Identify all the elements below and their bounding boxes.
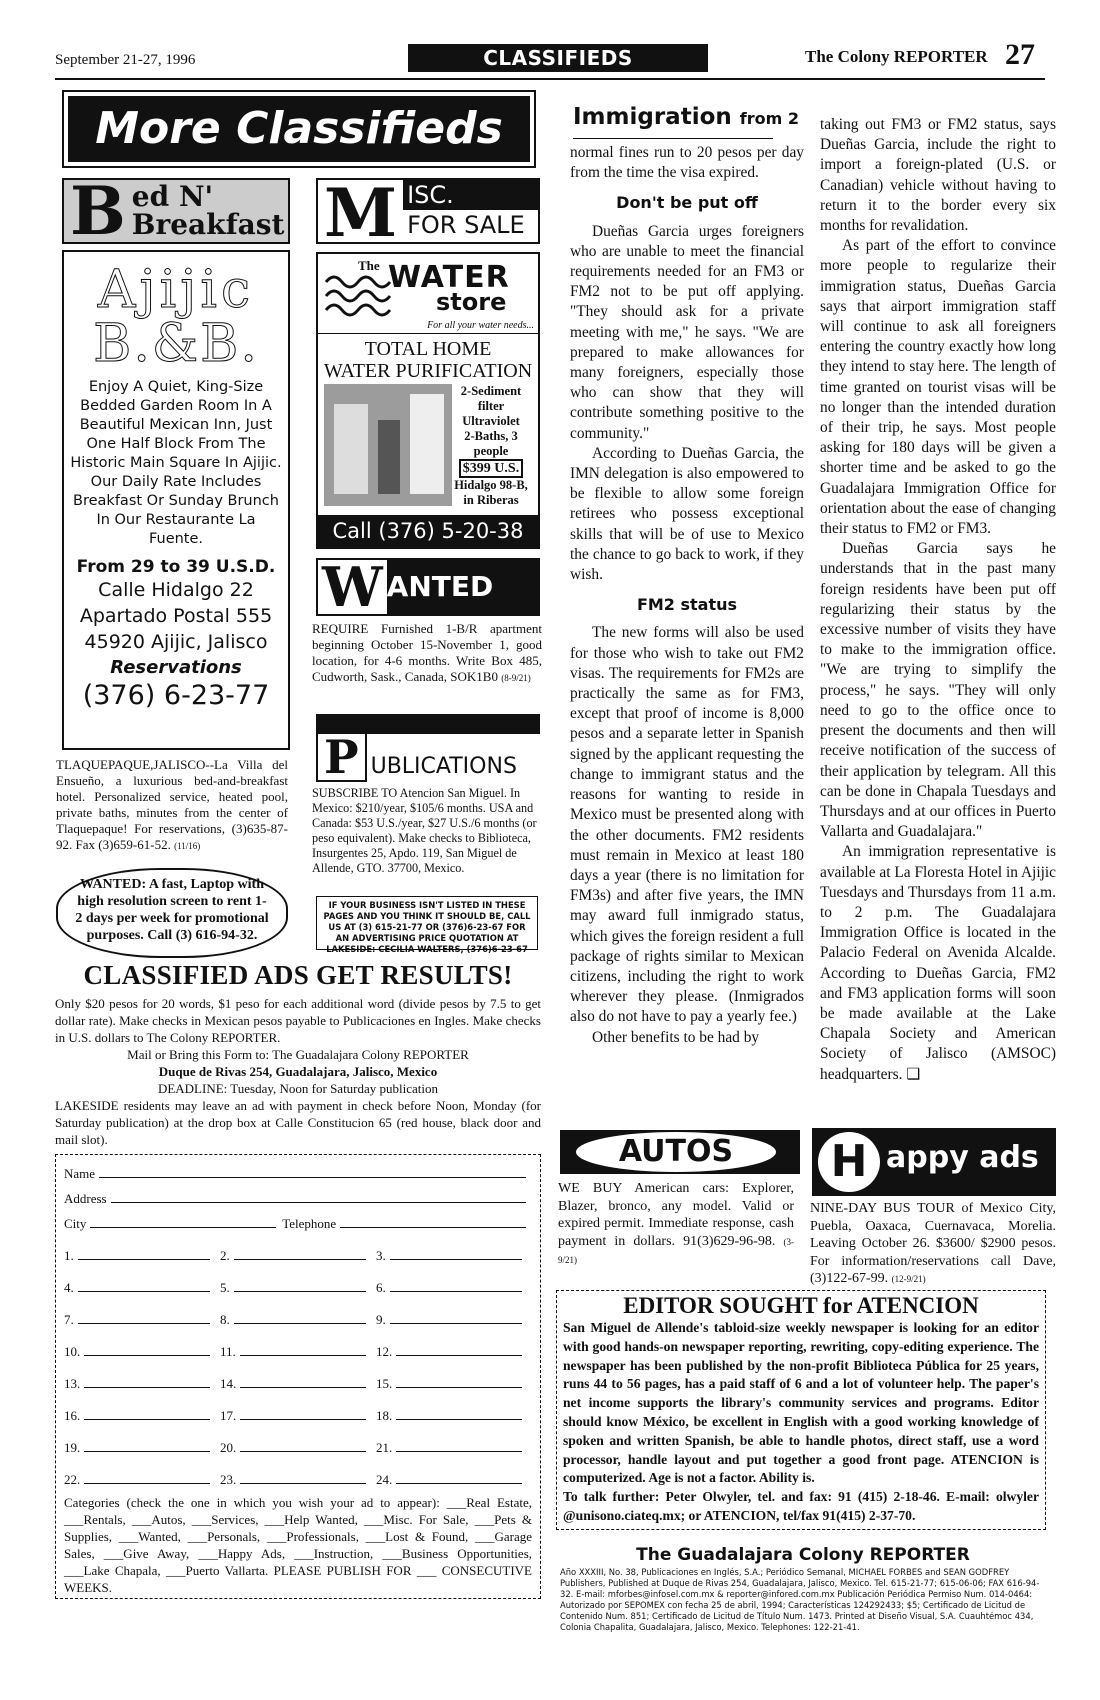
article-paragraph: As part of the effort to convince more people to regularize their immigration status, Dueñas Garcia says that airport immigration staff will continue to ask all foreigners entering the country exactly how long they intend to stay here. The length of time granted on tourist visas will be no longer than the intended duration of their trip, he says. Most people asking for 180 days will be given a shorter time and be asked to go the Guadalajara Immigration Office for orientation about the ease of changing their status to FM2 or FM3. — [820, 237, 1056, 538]
word-line-number: 8. — [220, 1312, 230, 1327]
article-paragraph: An immigration representative is available at La Floresta Hotel in Ajijic Tuesdays and Thursdays from 11 a.m. to 2 p.m. The Guadalajara Immigration Office is located in the Palacio Federal on Avenida Alcalde. According to Dueñas Garcia, FM2 and FM3 application forms will soon be made available at the Lake Chapala Society and American Society of Jalisco (AMSOC) headquarters. ❑ — [820, 843, 1056, 1083]
water-call: Call (376) 5-20-38 — [318, 515, 538, 547]
word-lines — [64, 1232, 532, 1488]
section-header-wanted — [316, 555, 540, 619]
masthead-title: The Guadalajara Colony REPORTER — [636, 1545, 970, 1565]
logo-store: store — [436, 288, 507, 316]
word-line-field[interactable] — [78, 1291, 210, 1292]
word-line-field[interactable] — [396, 1387, 522, 1388]
header-rule — [55, 78, 1045, 80]
article-paragraph: taking out FM3 or FM2 status, says Dueñas Garcia, include the right to import a foreign-plated (U.S. or Canadian) vehicle without having to return it to the border every six months for revalidation. — [820, 116, 1056, 235]
word-line-row — [64, 1264, 532, 1296]
word-line-field[interactable] — [234, 1259, 366, 1260]
section-letter: B — [70, 178, 126, 244]
word-line — [376, 1408, 532, 1424]
word-line-number: 19. — [64, 1440, 81, 1455]
city-row — [64, 1207, 532, 1232]
section-letter: M — [318, 180, 403, 242]
article-paragraph: normal fines run to 20 pesos per day from the time the visa expired. — [570, 144, 804, 182]
word-line-number: 23. — [220, 1472, 237, 1487]
word-line — [64, 1408, 220, 1424]
water-location: Hidalgo 98-B, in Riberas — [454, 478, 528, 507]
bnb-title-1: Ajijic — [97, 260, 255, 320]
address-row — [64, 1182, 532, 1207]
word-line — [64, 1344, 220, 1360]
word-line-number: 2. — [220, 1248, 230, 1263]
ajijic-bnb-ad — [62, 250, 290, 750]
article-paragraph: Dueñas Garcia urges foreigners who are unable to meet the financial requirements needed for an FM3 or FM2 not to be put off applying. "They should ask for a private meeting with me," he says. "We are prepared to make allowances for many foreigners, especially those who can show that they will contribute something positive to the community." — [570, 222, 804, 442]
word-line — [220, 1312, 376, 1328]
word-line-row — [64, 1360, 532, 1392]
word-line — [64, 1280, 220, 1296]
address-label: Address — [64, 1191, 107, 1206]
word-line — [220, 1440, 376, 1456]
ad-code: (11/16) — [174, 841, 201, 851]
word-line — [220, 1344, 376, 1360]
bnb-rate: From 29 to 39 U.S.D. — [76, 557, 276, 577]
word-line-field[interactable] — [234, 1323, 366, 1324]
publications-ad: SUBSCRIBE TO Atencion San Miguel. In Mexico: $210/year, $105/6 months. USA and Canada: $53 U.S./year, $27 U.S./6 months (or peso equivalent). Make checks to Biblioteca, Insurgentes 25, Apdo. 119, San Miguel de Allende, GTO. 37700, Mexico. — [312, 786, 537, 875]
section-label: appy ads — [886, 1140, 1039, 1175]
section-letter: W — [318, 560, 387, 614]
bnb-reservations-label: Reservations — [110, 657, 242, 678]
ad-code: (3-9/21) — [558, 1236, 795, 1265]
word-line-field[interactable] — [390, 1323, 522, 1324]
word-line-number: 15. — [376, 1376, 393, 1391]
water-store-logo — [318, 254, 538, 334]
word-line-number: 9. — [376, 1312, 386, 1327]
word-line-field[interactable] — [390, 1291, 522, 1292]
classified-categories: Categories (check the one in which you wish your ad to appear): ___Real Estate, ___Rentals, ___Autos, ___Services, ___Help Wanted, ___Misc. For Sale, ___Pets & Supplies, ___Wanted, ___Personals, ___Professionals, ___Lost & Found, ___Garage Sales, ___Give Away, ___Happy Ads, ___Instruction, ___Business Opportunities, ___Lake Chapala, ___Puerto Vallarta. PLEASE PUBLISH FOR ___ CONSECUTIVE WEEKS. — [64, 1495, 532, 1595]
name-field[interactable] — [99, 1177, 526, 1178]
article-paragraph: Other benefits to be had by — [592, 1028, 760, 1046]
section-label-2: FOR SALE — [407, 211, 525, 239]
address-field[interactable] — [111, 1202, 526, 1203]
word-line — [64, 1440, 220, 1456]
section-label: AUTOS — [576, 1132, 776, 1172]
word-line-number: 6. — [376, 1280, 386, 1295]
water-feature-1: 2-Sediment filter — [460, 384, 522, 413]
word-line — [220, 1280, 376, 1296]
word-line-field[interactable] — [396, 1419, 522, 1420]
word-line — [376, 1248, 532, 1264]
word-line-number: 16. — [64, 1408, 81, 1423]
immigration-headline — [573, 104, 799, 130]
name-label: Name — [64, 1166, 96, 1181]
word-line-field[interactable] — [78, 1323, 210, 1324]
word-line-field[interactable] — [78, 1259, 210, 1260]
word-line-field[interactable] — [84, 1419, 210, 1420]
section-header-autos — [560, 1130, 800, 1174]
word-line-number: 18. — [376, 1408, 393, 1423]
word-line-number: 7. — [64, 1312, 74, 1327]
page-number: 27 — [1005, 38, 1035, 71]
autos-text: WE BUY American cars: Explorer, Blazer, bronco, any model. Valid or expired permit. Immediate response, cash payment in dollars. 91(3)629-96-98. — [558, 1181, 794, 1249]
immigration-title: Immigration — [573, 104, 732, 130]
more-classifieds-banner — [62, 90, 536, 168]
word-line-number: 11. — [220, 1344, 236, 1359]
word-line-row — [64, 1424, 532, 1456]
word-line-field[interactable] — [84, 1355, 210, 1356]
word-line — [64, 1376, 220, 1392]
word-line-number: 21. — [376, 1440, 393, 1455]
word-line-field[interactable] — [234, 1291, 366, 1292]
happy-text: NINE-DAY BUS TOUR of Mexico City, Puebla, Oaxaca, Cuernavaca, Morelia. Leaving October 26. $3600/ $2900 pesos. For information/reservations call Dave, (3)122-67-99. — [810, 1201, 1056, 1286]
classified-form-title: CLASSIFIED ADS GET RESULTS! — [83, 960, 513, 990]
word-line-number: 24. — [376, 1472, 393, 1487]
classified-address: Duque de Rivas 254, Guadalajara, Jalisco, Mexico — [158, 1064, 438, 1079]
bnb-title-2: B.&B. — [93, 314, 259, 374]
water-tagline: For all your water needs... — [427, 320, 534, 331]
immigration-column-2 — [820, 115, 1056, 1085]
water-feature-3: 2-Baths, 3 people — [464, 429, 518, 458]
word-line — [376, 1472, 532, 1488]
water-store-ad — [316, 252, 540, 549]
water-title-2: WATER PURIFICATION — [323, 360, 533, 382]
word-line-field[interactable] — [396, 1483, 522, 1484]
autos-ad — [558, 1180, 794, 1270]
ad-code: (12-9/21) — [891, 1274, 926, 1284]
section-header-bnb — [62, 178, 290, 244]
word-line-field[interactable] — [84, 1451, 210, 1452]
issue-date: September 21-27, 1996 — [55, 52, 196, 68]
bnb-address-3: 45920 Ajijic, Jalisco — [84, 631, 268, 653]
immigration-jump: from 2 — [739, 109, 799, 128]
editor-sought-ad — [556, 1290, 1046, 1530]
word-line-number: 14. — [220, 1376, 237, 1391]
ad-code: (8-9/21) — [501, 673, 531, 683]
word-line — [376, 1312, 532, 1328]
word-line — [64, 1248, 220, 1264]
word-line-number: 20. — [220, 1440, 237, 1455]
water-feature-2: Ultraviolet — [462, 414, 520, 428]
logo-water: WATER — [388, 260, 510, 295]
bnb-address-1: Calle Hidalgo 22 — [98, 579, 254, 601]
word-line — [376, 1376, 532, 1392]
bnb-description: Enjoy A Quiet, King-Size Bedded Garden Room In A Beautiful Mexican Inn, Just One Half Block From The Historic Main Square In Ajijic. Our Daily Rate Includes Breakfast Or Sunday Brunch In Our Restaurante La Fuente. — [70, 379, 282, 547]
section-title: CLASSIFIEDS — [408, 44, 708, 72]
word-line-row — [64, 1456, 532, 1488]
section-header-happy-ads — [812, 1128, 1056, 1196]
classified-deadline: DEADLINE: Tuesday, Noon for Saturday publication — [157, 1081, 439, 1096]
section-label: UBLICATIONS — [370, 754, 517, 779]
word-line-row — [64, 1232, 532, 1264]
word-line-field[interactable] — [396, 1451, 522, 1452]
word-line — [64, 1472, 220, 1488]
editor-text: San Miguel de Allende's tabloid-size weekly newspaper is looking for an editor with good hands-on newspaper reporting, rewriting, copy-editing experience. The newspaper has been published by the non-profit Biblioteca Pública for 25 years, runs 44 to 56 pages, has a paid staff of 6 and a lot of volunteer help. The paper's net income supports the library's community services and programs. Editor should know México, be excellent in English with a good working knowledge of spoken and written Spanish, be able to handle photos, direct staff, use a word processor, handle layout and put together a good front page. ATENCION is computerized. Age is not a factor. Ability is. — [563, 1320, 1039, 1486]
classified-ad-form-section — [55, 960, 541, 1636]
masthead-text: Año XXXIII, No. 38, Publicaciones en Inglés, S.A.; Periódico Semanal, MICHAEL FORBES and SEAN GODFREY Publishers, Published at Duque de Rivas 254, Guadalajara, Jalisco, Mexico. Tel. 615-21-77; 615-06-06; FAX 616-94-32. E-mail: mforbes@infosel.com.mx & reporter@infored.com.mx Publicación Periódica Permiso Num. 014-0464: Autorizado por SEPOMEX con fecha 25 de abril, 1994; Características 124292433; $5; Certificado de Licitud de Contenido Num. 851; Certificado de Licitud de Título Num. 1473. Printed at Diseño Visual, S.A. Cuauhtémoc 434, Colonia Chapalita, Guadalajara, Jalisco, Mexico. Telephones: 122-21-41. — [560, 1567, 1040, 1632]
word-line — [220, 1376, 376, 1392]
word-line-field[interactable] — [84, 1483, 210, 1484]
masthead — [560, 1545, 1046, 1633]
name-row — [64, 1157, 532, 1182]
tlaquepaque-ad — [56, 757, 288, 854]
word-line — [220, 1408, 376, 1424]
word-line — [376, 1344, 532, 1360]
word-line-number: 4. — [64, 1280, 74, 1295]
article-paragraph: According to Dueñas Garcia, the IMN delegation is also empowered to be flexible to allow some foreign retirees who possess exceptional skills that will be of use to Mexico the chance to go back to work, if they wish. — [570, 444, 804, 584]
word-line-number: 1. — [64, 1248, 74, 1263]
subhead-fm2-status: FM2 status — [636, 595, 738, 615]
word-line-number: 22. — [64, 1472, 81, 1487]
classified-mail: Mail or Bring this Form to: The Guadalajara Colony REPORTER — [127, 1047, 469, 1062]
logo-the: The — [358, 258, 380, 273]
word-line-row — [64, 1296, 532, 1328]
section-label-2: Breakfast — [131, 208, 285, 241]
immigration-column-1 — [570, 143, 804, 1048]
water-filter-photo — [324, 384, 452, 506]
section-label-1: ed N' — [131, 180, 214, 213]
section-label: ANTED — [387, 560, 538, 614]
word-line — [220, 1248, 376, 1264]
tlaquepaque-text: TLAQUEPAQUE,JALISCO--La Villa del Ensueño, a luxurious bed-and-breakfast hotel. Personalized service, heated pool, private baths, minutes from the center of Tlaquepaque! For reservations, (3)635-87-92. Fax (3)659-61-52. — [56, 757, 288, 852]
article-paragraph: The new forms will also be used for those who wish to take out FM2 visas. The requirements for FM2s are practically the same as for FM3, except that proof of income is 8,000 pesos and a separate letter in Spanish signed by the applicant requesting the change to immigrant status and the reasons for wanting to reside in Mexico must be presented along with the other documents. FM2 residents must remain in Mexico at least 180 days a year (there is no limitation for FM3s) and after five years, the IMN may award full inmigrado status, which gives the foreign resident a full package of rights similar to Mexican citizens, including the right to work wherever they please. (Inmigrados also do not have to pay a yearly fee.) — [570, 624, 804, 1026]
article-paragraph: Dueñas Garcia says he understands that in the past many foreign residents have been put off regularizing their status by the excessive number of visits they have to make to the immigration office. "We are trying to simplify the process," he says. "They will only need to go to the office once to present the documents and then will receive notification of the success of their application by telegram. All this can be done in Chapala Tuesdays and Thursdays and at our offices in Puerto Vallarta and Guadalajara." — [820, 540, 1056, 841]
word-line-field[interactable] — [240, 1387, 366, 1388]
word-line-number: 3. — [376, 1248, 386, 1263]
headline-rule — [573, 138, 773, 139]
telephone-label: Telephone — [282, 1216, 337, 1231]
word-line — [376, 1440, 532, 1456]
banner-text: More Classifieds — [68, 96, 530, 162]
paper-name: The Colony REPORTER — [805, 47, 988, 66]
classified-rates: Only $20 pesos for 20 words, $1 peso for each additional word (divide pesos by 7.5 to get dollar rate). Make checks in Mexican pesos payable to Publicaciones en Ingles. Make checks in U.S. dollars to The Colony REPORTER. — [55, 996, 541, 1045]
section-header-publications — [316, 730, 540, 784]
word-line-number: 13. — [64, 1376, 81, 1391]
advertising-notice: IF YOUR BUSINESS ISN'T LISTED IN THESE PAGES AND YOU THINK IT SHOULD BE, CALL US AT (3) 615-21-77 OR (376)6-23-67 FOR AN ADVERTISING PRICE QUOTATION AT LAKESIDE: CECILIA WALTERS, (376)6-23-67 — [316, 896, 538, 950]
word-line-row — [64, 1392, 532, 1424]
classified-order-form — [55, 1154, 541, 1599]
word-line — [376, 1280, 532, 1296]
editor-contact: To talk further: Peter Olwyler, tel. and fax: 91 (415) 2-18-46. E-mail: olwyler @unisono.ciateq.mx; or ATENCION, tel/fax 91(415) 2-37-70. — [563, 1489, 1039, 1523]
word-line-field[interactable] — [396, 1355, 522, 1356]
water-price: $399 U.S. — [459, 459, 523, 478]
section-letter: H — [818, 1132, 880, 1192]
wanted-text: REQUIRE Furnished 1-B/R apartment beginning October 15-November 1, good location, for 4-6 months. Write Box 485, Cudworth, Sask., Canada, SOK1B0 — [312, 621, 542, 684]
word-line-field[interactable] — [240, 1451, 366, 1452]
word-line-number: 12. — [376, 1344, 393, 1359]
word-line-field[interactable] — [240, 1355, 366, 1356]
water-title-1: TOTAL HOME — [364, 338, 492, 360]
city-label: City — [64, 1216, 87, 1231]
word-line-field[interactable] — [240, 1483, 366, 1484]
classified-lakeside: LAKESIDE residents may leave an ad with payment in check before Noon, Monday (for Saturday publication) at the drop box at Calle Constitucion 65 (red house, black door and mail slot). — [55, 1098, 541, 1147]
editor-title: EDITOR SOUGHT for ATENCION — [623, 1293, 979, 1318]
word-line-number: 5. — [220, 1280, 230, 1295]
word-line-number: 17. — [220, 1408, 237, 1423]
telephone-field[interactable] — [340, 1227, 526, 1228]
city-field[interactable] — [90, 1227, 276, 1228]
word-line — [64, 1312, 220, 1328]
bnb-phone: (376) 6-23-77 — [82, 680, 270, 711]
happy-ad — [810, 1200, 1056, 1289]
word-line-field[interactable] — [390, 1259, 522, 1260]
bnb-address-2: Apartado Postal 555 — [79, 605, 273, 627]
word-line-number: 10. — [64, 1344, 81, 1359]
section-header-misc — [316, 174, 540, 252]
section-letter: P — [316, 732, 367, 782]
subhead-dont-be-put-off: Don't be put off — [616, 193, 758, 213]
water-features — [450, 384, 532, 508]
word-line-row — [64, 1328, 532, 1360]
wanted-laptop-ad: WANTED: A fast, Laptop with high resolution screen to rent 1-2 days per week for promotional purposes. Call (3) 616-94-32. — [56, 868, 288, 958]
word-line — [220, 1472, 376, 1488]
word-line-field[interactable] — [240, 1419, 366, 1420]
word-line-field[interactable] — [84, 1387, 210, 1388]
wanted-apartment-ad — [312, 621, 542, 686]
section-label-1: ISC. — [403, 180, 538, 210]
